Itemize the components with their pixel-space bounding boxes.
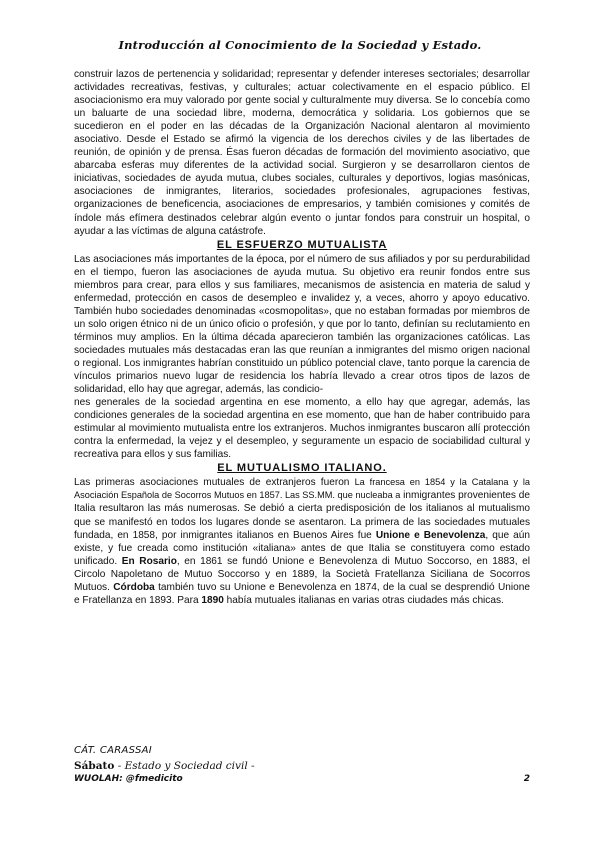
italiano-text-small: La francesa en 1854 y la Catalana y la Asociación Española de Socorros Mutuos en 1857. Las SS.MM. que nucleaba a — [74, 477, 530, 501]
footer-watermark-line — [74, 774, 530, 784]
page-header: Introducción al Conocimiento de la Sociedad y Estado. — [118, 38, 482, 52]
mutualista-paragraph: Las asociaciones más importantes de la época, por el número de sus afiliados y por su perdurabilidad en el tiempo, fueron las asociaciones de ayuda mutua. Su objetivo era reunir fondos entre sus miembros para crear, para ellos y sus familiares, mecanismos de asistencia en materia de salud y enfermedad, protección en casos de desempleo e invalidez y, a veces, ahorro y apoyo educativo. También hubo sociedades denominadas «cosmopolitas», que no estaban formadas por miembros de un solo origen étnico ni de un único oficio o profesión, y que por lo tanto, definían su reclutamiento en términos muy amplios. En la última década aparecieron también las organizaciones católicas. Las sociedades mutuales más destacadas eran las que reunían a inmigrantes del mismo origen nacional o regional. Los inmigrantes habrían constituido un público potencial clave, tanto porque la carencia de vínculos primarios nuevo lugar de residencia los habría llevado a crear otros tipos de lazos de solidaridad, ello hay que agregar, además, las condicio- — [74, 253, 530, 396]
bold-cordoba: Córdoba — [113, 581, 155, 593]
italiano-text-6: había mutuales italianas en varias otras ciudades más chicas. — [223, 594, 504, 606]
bold-unione-benevolenza: Unione e Benevolenza — [375, 529, 486, 541]
italiano-text-2: inmigrantes provenientes de Italia resultaron las más numerosas. Se debió a cierta predisposición de los italianos al mutualismo que se manifestó en todos los lugares donde se asentaron. La primera de las sociedades mutuales fundada, en 1858, por inmigrantes italianos en Buenos Aires fue — [74, 490, 530, 541]
section-heading-esfuerzo-mutualista: EL ESFUERZO MUTUALISTA — [216, 238, 388, 251]
footer-watermark: WUOLAH: @fmedicito — [74, 774, 183, 784]
section-heading-mutualismo-italiano: EL MUTUALISMO ITALIANO. — [217, 462, 387, 475]
italiano-text-1: Las primeras asociaciones mutuales de extranjeros fueron — [74, 477, 355, 489]
page-number: 2 — [523, 774, 530, 784]
bold-1890: 1890 — [201, 594, 224, 606]
document-body — [74, 68, 530, 607]
footer-day: Sábato — [74, 760, 115, 772]
italiano-text-4: , en 1861 se fundó Unione e Benevolenza di Mutuo Soccorso, en 1883, el Circolo Napoletano de Mutuo Soccorso y en 1889, la Società Fratellanza Siciliana de Socorros Mutuos. — [74, 555, 530, 593]
italiano-paragraph — [74, 476, 530, 606]
bold-en-rosario: En Rosario — [121, 555, 177, 567]
italiano-text-5: también tuvo su Unione e Benevolenza en 1874, de la cual se desprendió Unione e Fratellanza en 1893. Para — [74, 581, 530, 606]
italiano-text-3: , que aún existe, y fue creada como institución «italiana» antes de que Italia se constituyera como estado unificado. — [74, 529, 530, 567]
page-footer — [74, 745, 530, 784]
footer-course: - Estado y Sociedad civil - — [114, 760, 255, 772]
mutualista-paragraph-continued: nes generales de la sociedad argentina en ese momento, a ello hay que agregar, además, las condiciones generales de la sociedad argentina en ese momento, que han de haber contribuido para estimular al movimiento mutualista entre los extranjeros. Muchos inmigrantes buscaron allí protección contra la enfermedad, la vejez y el desempleo, y seguramente un espacio de sociabilidad cultural y recreativa para ellos y sus familias. — [74, 397, 530, 461]
footer-author: CÁT. CARASSAI — [74, 745, 153, 756]
intro-paragraph: construir lazos de pertenencia y solidaridad; representar y defender intereses sectoriales; desarrollar actividades recreativas, festivas, y culturales; actuar colectivamente en el espacio público. El asociacionismo era muy valorado por gente social y culturalmente muy diversa. Se lo concebía como un baluarte de una sociedad libre, moderna, democrática y solidaria. Los gobiernos que se sucedieron en el poder en las décadas de la Organización Nacional alentaron al movimiento asociativo. Desde el Estado se afirmó la vigencia de los derechos civiles y de las libertades de reunión, de opinión y de prensa. Ésas fueron décadas de formación del movimiento asociativo, que abarcaba esferas muy diferentes de la actividad social. Surgieron y se desarrollaron cientos de iniciativas, sociedades de ayuda mutua, clubes sociales, culturales y deportivos, logias masónicas, asociaciones de inmigrantes, literarios, sociedades profesionales, agrupaciones festivas, organizaciones de beneficencia, asociaciones de empresarios, y también comisiones y comités de índole más efímera destinados celebrar algún evento o juntar fondos para construir un hospital, o ayudar a las víctimas de alguna catástrofe. — [74, 69, 530, 237]
footer-course-line — [74, 760, 530, 772]
